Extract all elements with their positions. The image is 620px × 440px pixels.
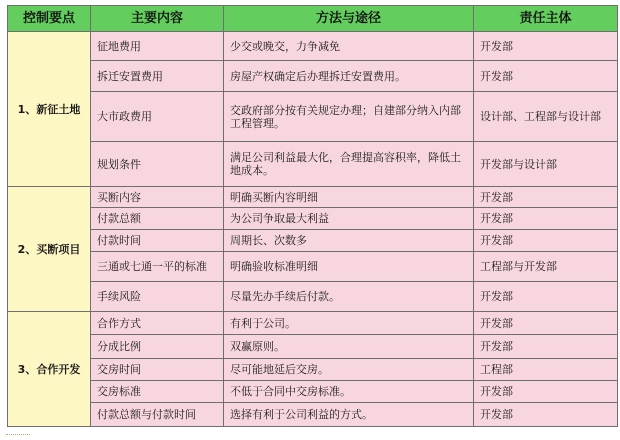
method-cell: 有利于公司。	[224, 312, 474, 335]
owner-cell: 开发部	[474, 335, 618, 359]
owner-cell: 开发部	[474, 312, 618, 335]
header-main-content: 主要内容	[91, 6, 224, 32]
method-cell: 选择有利于公司利益的方式。	[224, 403, 474, 427]
method-cell: 满足公司利益最大化，合理提高容积率，降低土地成本。	[224, 142, 474, 187]
method-cell: 明确验收标准明细	[224, 252, 474, 282]
control-points-table-container	[7, 5, 618, 427]
method-cell: 少交或晚交，力争减免	[224, 32, 474, 61]
table-row	[8, 61, 618, 92]
item-cell: 三通或七通一平的标准	[91, 252, 224, 282]
owner-cell: 设计部、工程部与设计部	[474, 92, 618, 142]
method-cell: 为公司争取最大利益	[224, 208, 474, 230]
header-row	[8, 6, 618, 32]
table-row	[8, 187, 618, 208]
owner-cell: 开发部	[474, 282, 618, 312]
table-row	[8, 312, 618, 335]
method-cell: 尽可能地延后交房。	[224, 359, 474, 381]
item-cell: 合作方式	[91, 312, 224, 335]
method-cell: 双赢原则。	[224, 335, 474, 359]
control-points-table	[7, 5, 618, 427]
table-row	[8, 335, 618, 359]
method-cell: 明确买断内容明细	[224, 187, 474, 208]
owner-cell: 开发部	[474, 187, 618, 208]
item-cell: 征地费用	[91, 32, 224, 61]
item-cell: 大市政费用	[91, 92, 224, 142]
owner-cell: 开发部	[474, 208, 618, 230]
item-cell: 交房标准	[91, 381, 224, 403]
footer-mark	[6, 434, 30, 439]
header-responsible: 责任主体	[474, 6, 618, 32]
owner-cell: 开发部	[474, 61, 618, 92]
item-cell: 付款时间	[91, 230, 224, 252]
item-cell: 手续风险	[91, 282, 224, 312]
owner-cell: 开发部与设计部	[474, 142, 618, 187]
table-row	[8, 32, 618, 61]
item-cell: 分成比例	[91, 335, 224, 359]
item-cell: 拆迁安置费用	[91, 61, 224, 92]
table-row	[8, 282, 618, 312]
table-row	[8, 230, 618, 252]
table-row	[8, 252, 618, 282]
owner-cell: 开发部	[474, 32, 618, 61]
table-row	[8, 92, 618, 142]
method-cell: 周期长、次数多	[224, 230, 474, 252]
table-row	[8, 142, 618, 187]
item-cell: 买断内容	[91, 187, 224, 208]
group-label-cooperation: 3、合作开发	[8, 312, 91, 427]
item-cell: 交房时间	[91, 359, 224, 381]
table-row	[8, 208, 618, 230]
table-row	[8, 403, 618, 427]
item-cell: 规划条件	[91, 142, 224, 187]
table-row	[8, 359, 618, 381]
item-cell: 付款总额与付款时间	[91, 403, 224, 427]
header-method: 方法与途径	[224, 6, 474, 32]
owner-cell: 开发部	[474, 403, 618, 427]
method-cell: 房屋产权确定后办理拆迁安置费用。	[224, 61, 474, 92]
table-row	[8, 381, 618, 403]
method-cell: 不低于合同中交房标准。	[224, 381, 474, 403]
owner-cell: 工程部与开发部	[474, 252, 618, 282]
group-label-buyout: 2、买断项目	[8, 187, 91, 312]
item-cell: 付款总额	[91, 208, 224, 230]
owner-cell: 开发部	[474, 381, 618, 403]
header-control-point: 控制要点	[8, 6, 91, 32]
page-footer-strip	[0, 432, 620, 440]
owner-cell: 工程部	[474, 359, 618, 381]
group-label-new-land: 1、新征土地	[8, 32, 91, 187]
method-cell: 尽量先办手续后付款。	[224, 282, 474, 312]
method-cell: 交政府部分按有关规定办理；自建部分纳入内部工程管理。	[224, 92, 474, 142]
owner-cell: 开发部	[474, 230, 618, 252]
